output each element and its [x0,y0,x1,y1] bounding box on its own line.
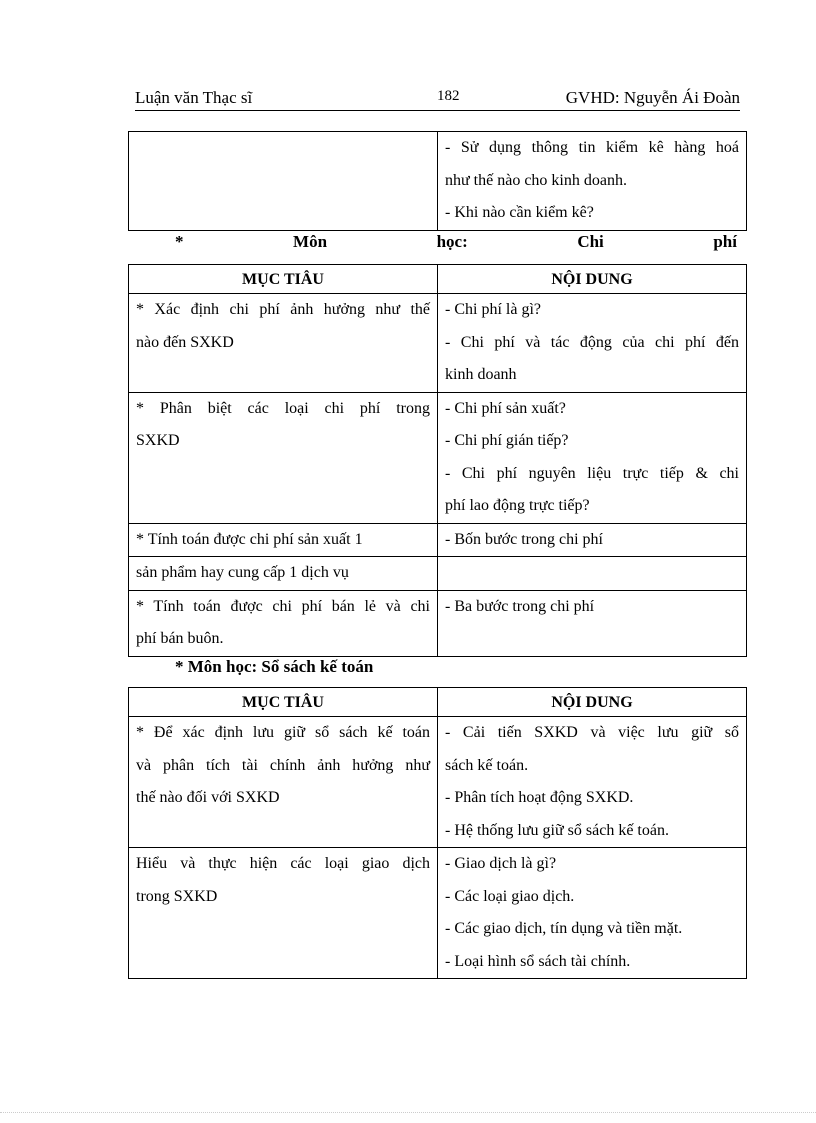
table-cell-objective [129,132,438,231]
cell-line: - Sử dụng thông tin kiểm kê hàng hoá [445,139,739,156]
table-cell-objective: * Xác định chi phí ảnh hưởng như thế nào đến SXKD [129,294,438,393]
column-header-objective: MỤC TIÂU [129,688,438,717]
table-cell-objective: * Phân biệt các loại chi phí trong SXKD [129,392,438,523]
section-title-cost: * Môn học: Chi phí [175,232,737,251]
table-row [129,392,747,523]
page-number: 182 [437,88,460,104]
bookkeeping-course-table [128,687,747,979]
cell-line: như thế nào cho kinh doanh. [445,171,627,189]
table-header-row [129,688,747,717]
table-cell-objective: sản phẩm hay cung cấp 1 dịch vụ [129,557,438,591]
thesis-label: Luận văn Thạc sĩ [135,88,253,107]
table-cell-content: - Chi phí là gì? - Chi phí và tác động của chi phí đến kinh doanh [438,294,747,393]
column-header-content: NỘI DUNG [438,688,747,717]
cell-line: - Khi nào cần kiểm kê? [445,204,594,221]
table-cell-content: - Ba bước trong chi phí [438,590,747,656]
table-row [129,523,747,557]
table-cell-content [438,132,747,231]
table-row [129,590,747,656]
table-cell-content [438,557,747,591]
table-row [129,294,747,393]
table-cell-content: - Giao dịch là gì? - Các loại giao dịch. - Các giao dịch, tín dụng và tiền mặt. - Loại hình sổ sách tài chính. [438,848,747,979]
table-cell-objective: * Để xác định lưu giữ sổ sách kế toán và phân tích tài chính ảnh hưởng như thế nào đối với SXKD [129,717,438,848]
column-header-objective: MỤC TIÂU [129,265,438,294]
table-cell-content: - Bốn bước trong chi phí [438,523,747,557]
section-title-bookkeeping: * Môn học: Sổ sách kế toán [175,657,374,676]
table-row [129,848,747,979]
table-cell-objective: * Tính toán được chi phí sản xuất 1 [129,523,438,557]
table-cell-content: - Chi phí sản xuất? - Chi phí gián tiếp? - Chi phí nguyên liệu trực tiếp & chi phí lao động trực tiếp? [438,392,747,523]
table-cell-objective: * Tính toán được chi phí bán lẻ và chi phí bán buôn. [129,590,438,656]
advisor-label: GVHD: Nguyễn Ái Đoàn [565,88,740,107]
table-row [129,717,747,848]
column-header-content: NỘI DUNG [438,265,747,294]
table-row [129,132,747,231]
table-row [129,557,747,591]
table-header-row [129,265,747,294]
page-header [135,86,740,111]
table-cell-objective: Hiểu và thực hiện các loại giao dịch trong SXKD [129,848,438,979]
continuation-table [128,131,747,231]
table-cell-content: - Cải tiến SXKD và việc lưu giữ sổ sách kế toán. - Phân tích hoạt động SXKD. - Hệ thống lưu giữ sổ sách kế toán. [438,717,747,848]
page-bottom-divider [0,1112,816,1113]
cost-course-table [128,264,747,657]
